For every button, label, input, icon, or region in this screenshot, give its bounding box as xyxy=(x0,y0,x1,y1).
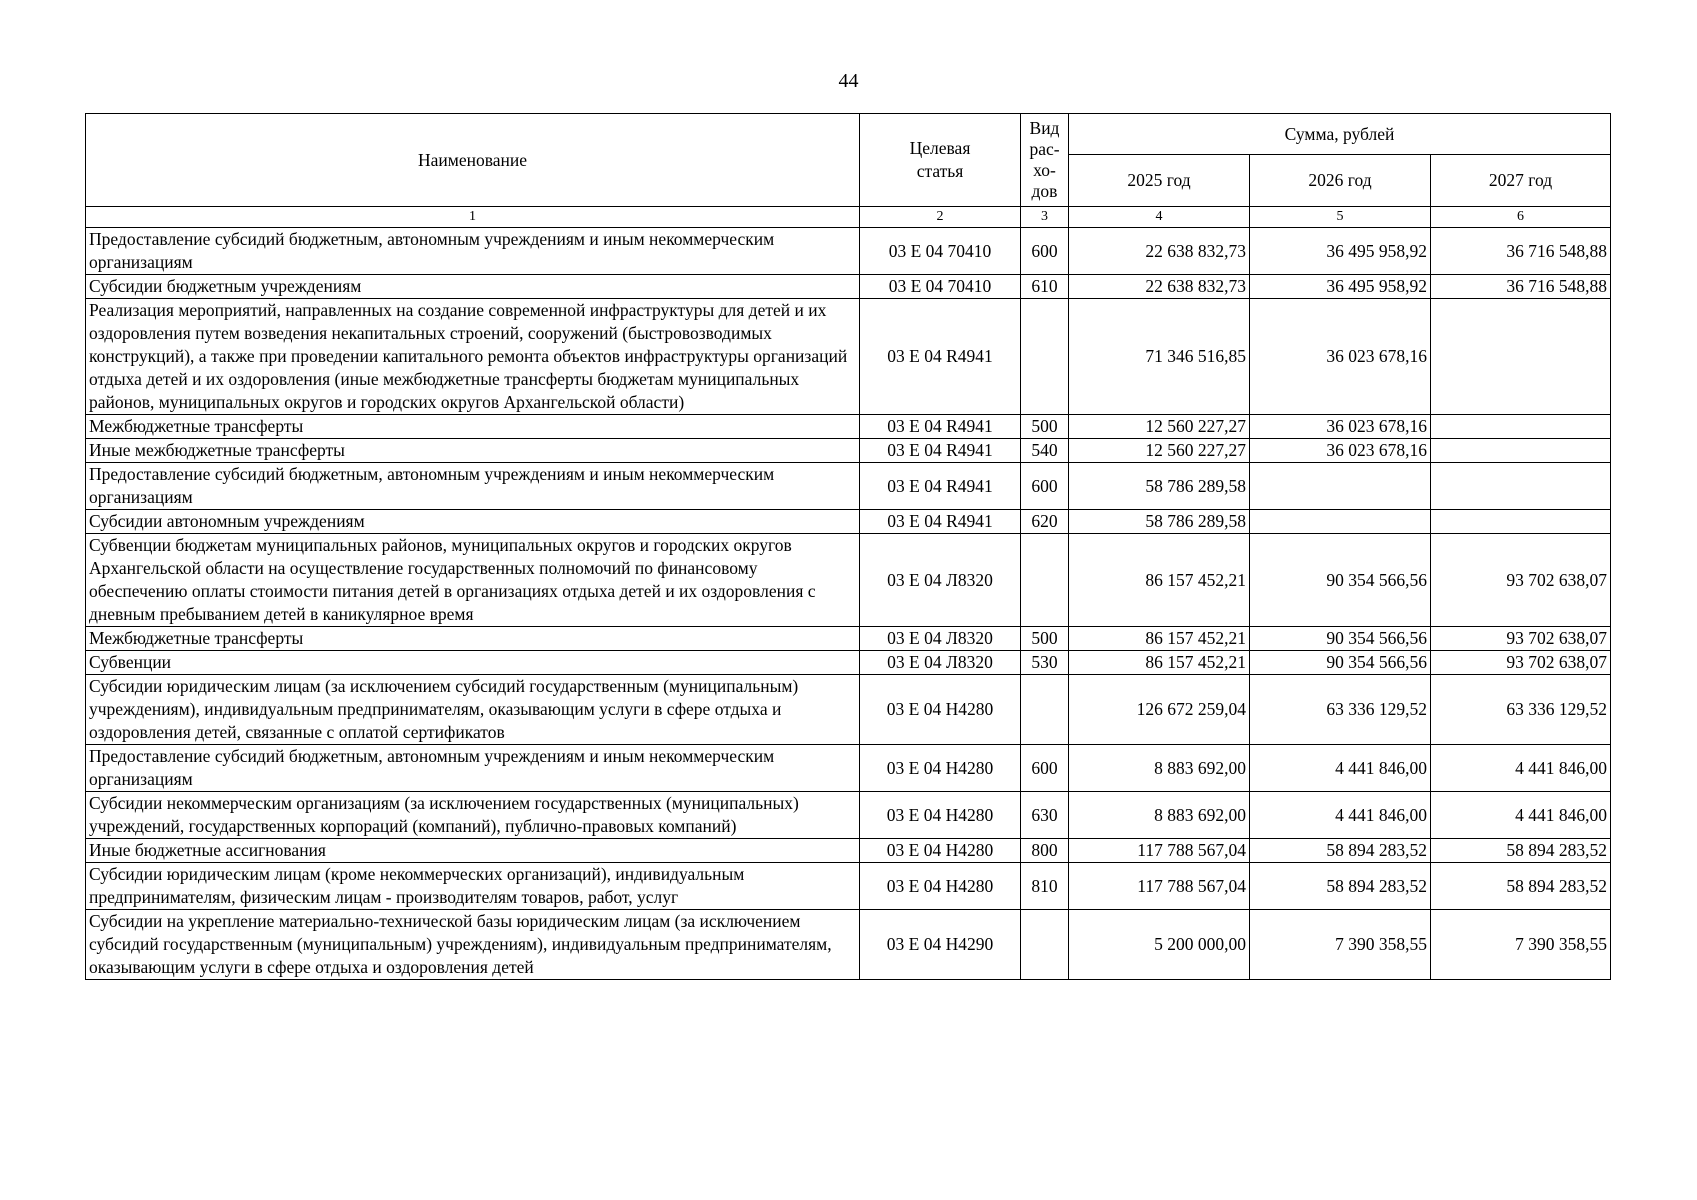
row-sum-2026: 36 495 958,92 xyxy=(1250,228,1431,275)
row-sum-2027: 36 716 548,88 xyxy=(1431,228,1611,275)
column-number: 1 xyxy=(86,207,860,228)
row-target-article: 03 Е 04 Л8320 xyxy=(860,651,1021,675)
row-sum-2026: 7 390 358,55 xyxy=(1250,910,1431,980)
table-row xyxy=(86,627,1611,651)
row-sum-2027: 4 441 846,00 xyxy=(1431,792,1611,839)
row-expense-type: 600 xyxy=(1021,463,1069,510)
row-target-article: 03 Е 04 R4941 xyxy=(860,510,1021,534)
table-row xyxy=(86,863,1611,910)
row-expense-type xyxy=(1021,910,1069,980)
column-number: 2 xyxy=(860,207,1021,228)
row-expense-type xyxy=(1021,675,1069,745)
row-target-article: 03 Е 04 R4941 xyxy=(860,415,1021,439)
header-year-2026: 2026 год xyxy=(1250,155,1431,207)
row-sum-2025: 71 346 516,85 xyxy=(1069,299,1250,415)
page-number: 44 xyxy=(838,70,859,92)
row-sum-2025: 22 638 832,73 xyxy=(1069,275,1250,299)
row-target-article: 03 Е 04 Н4290 xyxy=(860,910,1021,980)
header-expense-type: Вид рас- хо- дов xyxy=(1021,114,1069,207)
header-target-article: Целевая статья xyxy=(860,114,1021,207)
row-sum-2026: 58 894 283,52 xyxy=(1250,863,1431,910)
row-sum-2025: 117 788 567,04 xyxy=(1069,839,1250,863)
row-expense-type: 800 xyxy=(1021,839,1069,863)
row-sum-2027 xyxy=(1431,439,1611,463)
table-row xyxy=(86,510,1611,534)
row-sum-2025: 8 883 692,00 xyxy=(1069,745,1250,792)
row-name: Иные межбюджетные трансферты xyxy=(86,439,860,463)
row-expense-type: 620 xyxy=(1021,510,1069,534)
row-sum-2027: 93 702 638,07 xyxy=(1431,534,1611,627)
table-row xyxy=(86,792,1611,839)
row-name: Предоставление субсидий бюджетным, автономным учреждениям и иным некоммерческим организациям xyxy=(86,745,860,792)
row-target-article: 03 Е 04 70410 xyxy=(860,228,1021,275)
row-sum-2026: 36 023 678,16 xyxy=(1250,415,1431,439)
table-row xyxy=(86,910,1611,980)
row-expense-type: 630 xyxy=(1021,792,1069,839)
row-name: Субсидии бюджетным учреждениям xyxy=(86,275,860,299)
row-sum-2025: 12 560 227,27 xyxy=(1069,439,1250,463)
row-sum-2025: 12 560 227,27 xyxy=(1069,415,1250,439)
row-sum-2025: 58 786 289,58 xyxy=(1069,463,1250,510)
column-number: 4 xyxy=(1069,207,1250,228)
row-name: Субсидии некоммерческим организациям (за исключением государственных (муниципальных) учреждений, государственных корпораций (компаний), публично-правовых компаний) xyxy=(86,792,860,839)
row-expense-type xyxy=(1021,534,1069,627)
row-sum-2026: 36 495 958,92 xyxy=(1250,275,1431,299)
row-target-article: 03 Е 04 Л8320 xyxy=(860,534,1021,627)
row-target-article: 03 Е 04 Н4280 xyxy=(860,792,1021,839)
row-sum-2027: 58 894 283,52 xyxy=(1431,863,1611,910)
row-sum-2026: 90 354 566,56 xyxy=(1250,651,1431,675)
row-sum-2026: 4 441 846,00 xyxy=(1250,745,1431,792)
header-year-2027: 2027 год xyxy=(1431,155,1611,207)
row-sum-2027: 93 702 638,07 xyxy=(1431,651,1611,675)
row-target-article: 03 Е 04 Л8320 xyxy=(860,627,1021,651)
row-name: Субсидии юридическим лицам (за исключением субсидий государственным (муниципальным) учреждениям), индивидуальным предпринимателям, оказывающим услуги в сфере отдыха и оздоровления детей, связанные с оплатой сертификатов xyxy=(86,675,860,745)
table-row xyxy=(86,463,1611,510)
budget-table xyxy=(85,113,1611,980)
row-sum-2026 xyxy=(1250,510,1431,534)
row-sum-2027: 36 716 548,88 xyxy=(1431,275,1611,299)
row-name: Предоставление субсидий бюджетным, автономным учреждениям и иным некоммерческим организациям xyxy=(86,463,860,510)
row-target-article: 03 Е 04 R4941 xyxy=(860,463,1021,510)
column-number: 3 xyxy=(1021,207,1069,228)
row-target-article: 03 Е 04 R4941 xyxy=(860,299,1021,415)
row-sum-2026: 90 354 566,56 xyxy=(1250,627,1431,651)
row-expense-type xyxy=(1021,299,1069,415)
row-sum-2027: 58 894 283,52 xyxy=(1431,839,1611,863)
table-row xyxy=(86,839,1611,863)
row-sum-2026: 90 354 566,56 xyxy=(1250,534,1431,627)
row-name: Субсидии на укрепление материально-технической базы юридическим лицам (за исключением субсидий государственным (муниципальным) учреждениям), индивидуальным предпринимателям, оказывающим услуги в сфере отдыха и оздоровления детей xyxy=(86,910,860,980)
row-sum-2025: 86 157 452,21 xyxy=(1069,651,1250,675)
row-name: Субсидии юридическим лицам (кроме некоммерческих организаций), индивидуальным предпринимателям, физическим лицам - производителям товаров, работ, услуг xyxy=(86,863,860,910)
header-name: Наименование xyxy=(86,114,860,207)
table-body xyxy=(86,207,1611,980)
row-sum-2026 xyxy=(1250,463,1431,510)
row-sum-2025: 22 638 832,73 xyxy=(1069,228,1250,275)
row-sum-2027 xyxy=(1431,510,1611,534)
table-row xyxy=(86,534,1611,627)
row-sum-2027: 63 336 129,52 xyxy=(1431,675,1611,745)
row-expense-type: 600 xyxy=(1021,228,1069,275)
row-target-article: 03 Е 04 R4941 xyxy=(860,439,1021,463)
row-sum-2025: 8 883 692,00 xyxy=(1069,792,1250,839)
row-sum-2027: 7 390 358,55 xyxy=(1431,910,1611,980)
row-name: Иные бюджетные ассигнования xyxy=(86,839,860,863)
row-name: Субвенции xyxy=(86,651,860,675)
row-sum-2025: 86 157 452,21 xyxy=(1069,534,1250,627)
row-target-article: 03 Е 04 Н4280 xyxy=(860,745,1021,792)
table-row xyxy=(86,228,1611,275)
row-expense-type: 530 xyxy=(1021,651,1069,675)
table-row xyxy=(86,745,1611,792)
column-number: 6 xyxy=(1431,207,1611,228)
row-sum-2027: 93 702 638,07 xyxy=(1431,627,1611,651)
row-name: Реализация мероприятий, направленных на создание современной инфраструктуры для детей и их оздоровления путем возведения некапитальных строений, сооружений (быстровозводимых конструкций), а также при проведении капитального ремонта объектов инфраструктуры организаций отдыха детей и их оздоровления (иные межбюджетные трансферты бюджетам муниципальных районов, муниципальных округов и городских округов Архангельской области) xyxy=(86,299,860,415)
row-target-article: 03 Е 04 70410 xyxy=(860,275,1021,299)
row-sum-2025: 58 786 289,58 xyxy=(1069,510,1250,534)
row-expense-type: 810 xyxy=(1021,863,1069,910)
row-sum-2026: 36 023 678,16 xyxy=(1250,439,1431,463)
row-sum-2025: 5 200 000,00 xyxy=(1069,910,1250,980)
row-target-article: 03 Е 04 Н4280 xyxy=(860,675,1021,745)
column-number-row xyxy=(86,207,1611,228)
row-name: Межбюджетные трансферты xyxy=(86,415,860,439)
table-row xyxy=(86,275,1611,299)
row-expense-type: 600 xyxy=(1021,745,1069,792)
table-row xyxy=(86,651,1611,675)
row-sum-2025: 126 672 259,04 xyxy=(1069,675,1250,745)
row-name: Предоставление субсидий бюджетным, автономным учреждениям и иным некоммерческим организациям xyxy=(86,228,860,275)
row-name: Субвенции бюджетам муниципальных районов, муниципальных округов и городских округов Архангельской области на осуществление государственных полномочий по финансовому обеспечению оплаты стоимости питания детей в организациях отдыха детей и их оздоровления с дневным пребыванием детей в каникулярное время xyxy=(86,534,860,627)
header-sum: Сумма, рублей xyxy=(1069,114,1611,155)
table-row xyxy=(86,415,1611,439)
row-name: Субсидии автономным учреждениям xyxy=(86,510,860,534)
column-number: 5 xyxy=(1250,207,1431,228)
row-sum-2027 xyxy=(1431,415,1611,439)
row-sum-2026: 4 441 846,00 xyxy=(1250,792,1431,839)
row-sum-2026: 36 023 678,16 xyxy=(1250,299,1431,415)
row-sum-2027 xyxy=(1431,299,1611,415)
table-row xyxy=(86,299,1611,415)
row-sum-2026: 58 894 283,52 xyxy=(1250,839,1431,863)
header-year-2025: 2025 год xyxy=(1069,155,1250,207)
row-sum-2025: 86 157 452,21 xyxy=(1069,627,1250,651)
row-sum-2025: 117 788 567,04 xyxy=(1069,863,1250,910)
row-target-article: 03 Е 04 Н4280 xyxy=(860,839,1021,863)
row-name: Межбюджетные трансферты xyxy=(86,627,860,651)
row-expense-type: 500 xyxy=(1021,415,1069,439)
row-expense-type: 540 xyxy=(1021,439,1069,463)
row-sum-2026: 63 336 129,52 xyxy=(1250,675,1431,745)
row-sum-2027: 4 441 846,00 xyxy=(1431,745,1611,792)
table-row xyxy=(86,675,1611,745)
row-expense-type: 500 xyxy=(1021,627,1069,651)
table-row xyxy=(86,439,1611,463)
row-sum-2027 xyxy=(1431,463,1611,510)
row-target-article: 03 Е 04 Н4280 xyxy=(860,863,1021,910)
row-expense-type: 610 xyxy=(1021,275,1069,299)
